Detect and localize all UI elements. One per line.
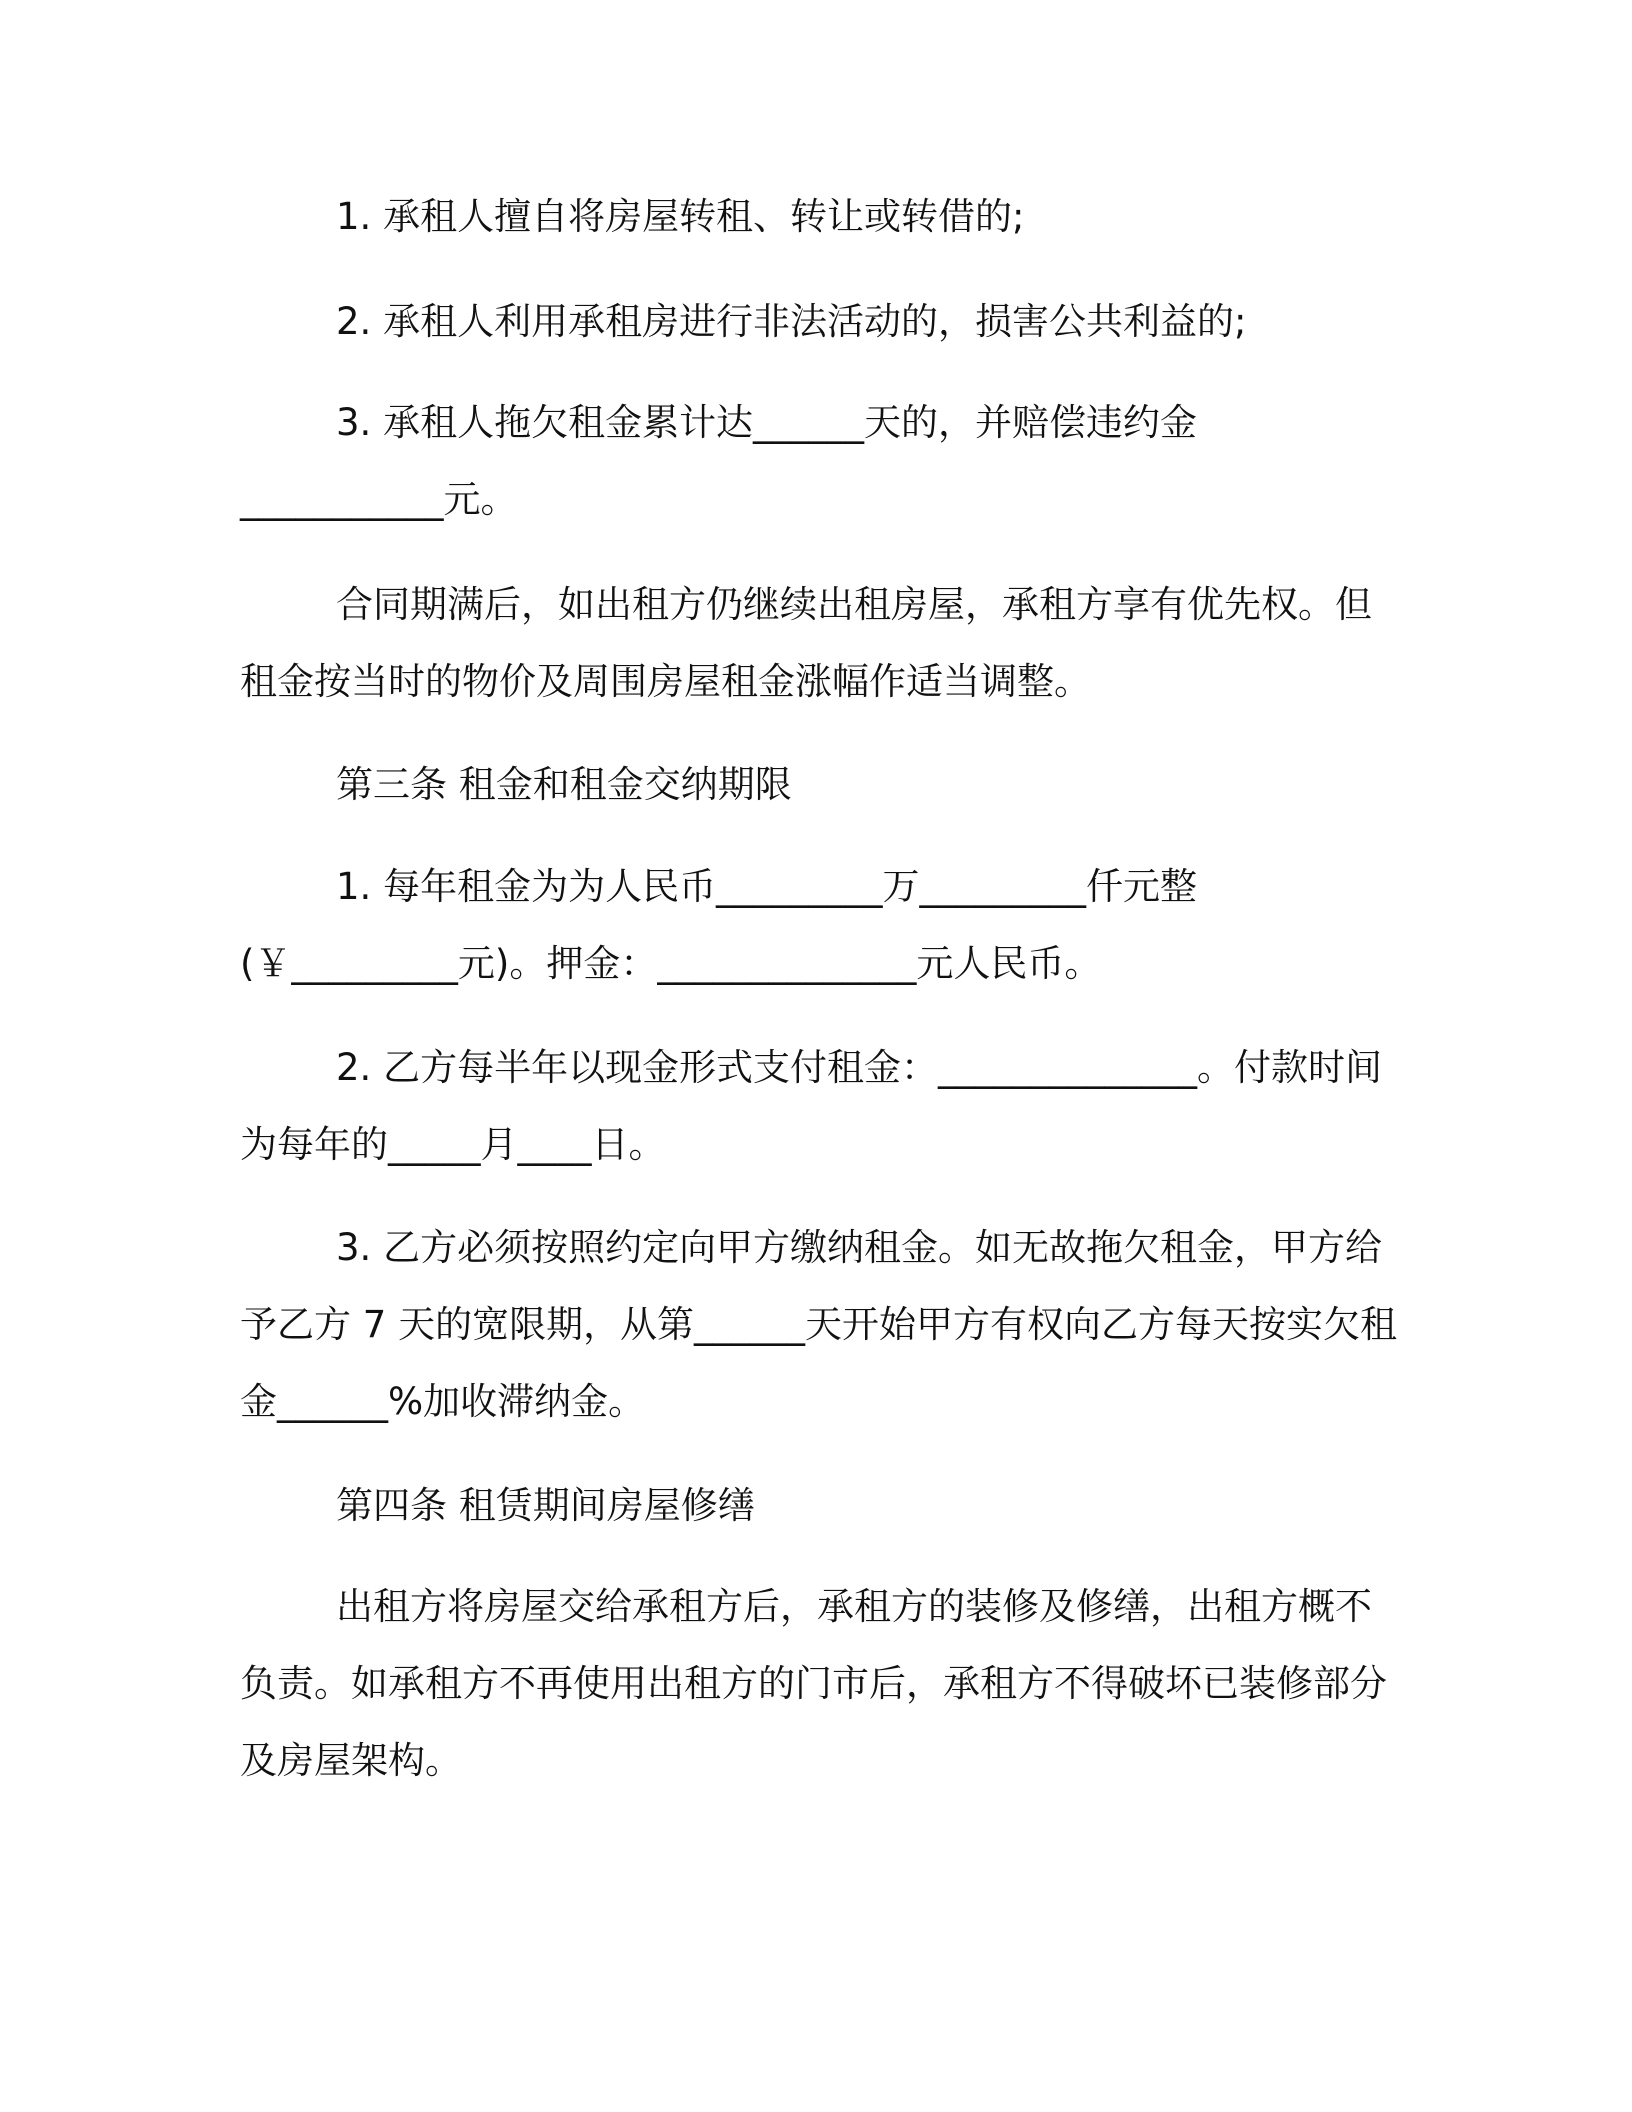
list-item-rent-arrears: 3. 承租人拖欠租金累计达______天的，并赔偿违约金___________元。 — [240, 401, 1198, 521]
list-item-sublet: 1. 承租人擅自将房屋转租、转让或转借的; — [336, 195, 1025, 238]
article-4-heading: 第四条 租赁期间房屋修缮 — [336, 1484, 755, 1527]
paragraph-repair-clause: 出租方将房屋交给承租方后，承租方的装修及修缮，出租方概不负责。如承租方不再使用出租方的门市后，承租方不得破坏已装修部分及房屋架构。 — [240, 1585, 1387, 1782]
rent-item-late-fee: 3. 乙方必须按照约定向甲方缴纳租金。如无故拖欠租金，甲方给予乙方 7 天的宽限期，从第______天开始甲方有权向乙方每天按实欠租金______%加收滞纳金。 — [240, 1226, 1398, 1423]
paragraph-renewal-priority: 合同期满后，如出租方仍继续出租房屋，承租方享有优先权。但租金按当时的物价及周围房屋租金涨幅作适当调整。 — [240, 583, 1372, 703]
rent-item-payment-schedule: 2. 乙方每半年以现金形式支付租金：______________。付款时间为每年的_____月____日。 — [240, 1046, 1383, 1166]
list-item-illegal-activity: 2. 承租人利用承租房进行非法活动的，损害公共利益的; — [336, 300, 1247, 343]
article-3-heading: 第三条 租金和租金交纳期限 — [336, 763, 792, 806]
rent-item-annual-amount: 1. 每年租金为为人民币_________万_________仟元整(￥_________元)。押金：______________元人民币。 — [240, 865, 1198, 985]
